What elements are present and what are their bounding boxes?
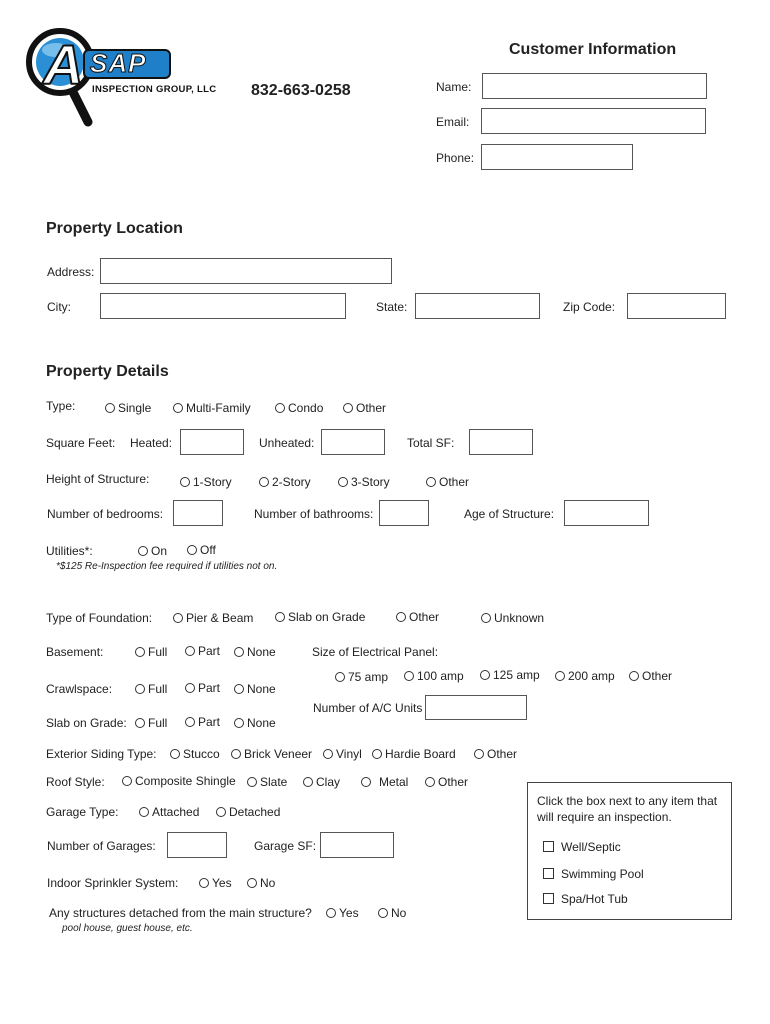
radio-icon [138, 546, 148, 556]
logo-company-name: INSPECTION GROUP, LLC [92, 84, 217, 95]
detached-note: pool house, guest house, etc. [62, 923, 193, 934]
property-location-title: Property Location [46, 220, 183, 237]
crawlspace-none-radio[interactable]: None [234, 682, 276, 696]
slab-part-radio[interactable]: Part [185, 715, 220, 729]
type-single-radio[interactable]: Single [105, 401, 151, 415]
height-1story-radio[interactable]: 1-Story [180, 475, 232, 489]
radio-icon [426, 477, 436, 487]
panel-other-radio[interactable]: Other [629, 669, 672, 683]
slab-on-grade-label: Slab on Grade: [46, 716, 127, 730]
radio-icon [234, 684, 244, 694]
radio-icon [173, 613, 183, 623]
heated-field[interactable] [180, 429, 244, 455]
radio-icon [185, 683, 195, 693]
phone-label: Phone: [436, 151, 475, 165]
radio-icon [135, 684, 145, 694]
detached-yes-radio[interactable]: Yes [326, 906, 359, 920]
unheated-field[interactable] [321, 429, 385, 455]
state-field[interactable] [415, 293, 540, 319]
radio-icon [234, 718, 244, 728]
type-label: Type: [46, 399, 76, 413]
radio-icon [372, 749, 382, 759]
radio-icon [105, 403, 115, 413]
name-field[interactable] [482, 73, 707, 99]
radio-icon [404, 671, 414, 681]
radio-icon [234, 647, 244, 657]
utilities-label: Utilities*: [46, 544, 93, 558]
garages-label: Number of Garages: [47, 839, 156, 853]
total-sf-field[interactable] [469, 429, 533, 455]
total-sf-label: Total SF: [407, 436, 455, 450]
checkbox-icon [543, 893, 554, 904]
phone-field[interactable] [481, 144, 633, 170]
siding-stucco-radio[interactable]: Stucco [170, 747, 220, 761]
heated-label: Heated: [130, 436, 173, 450]
radio-icon [180, 477, 190, 487]
radio-icon [361, 777, 371, 787]
foundation-label: Type of Foundation: [46, 611, 153, 625]
radio-icon [378, 908, 388, 918]
bedrooms-label: Number of bedrooms: [47, 507, 164, 521]
city-label: City: [47, 300, 71, 314]
radio-icon [335, 672, 345, 682]
crawlspace-full-radio[interactable]: Full [135, 682, 167, 696]
email-label: Email: [436, 115, 470, 129]
zip-field[interactable] [627, 293, 726, 319]
garages-field[interactable] [167, 832, 227, 858]
utilities-on-radio[interactable]: On [138, 544, 167, 558]
radio-icon [396, 612, 406, 622]
height-label: Height of Structure: [46, 472, 150, 486]
radio-icon [326, 908, 336, 918]
type-multifamily-radio[interactable]: Multi-Family [173, 401, 251, 415]
foundation-slab-radio[interactable]: Slab on Grade [275, 610, 365, 624]
foundation-pier-beam-radio[interactable]: Pier & Beam [173, 611, 253, 625]
additional-inspections-instruction: Click the box next to any item that will require an inspection. [537, 794, 718, 824]
roof-other-radio[interactable]: Other [425, 775, 468, 789]
slab-none-radio[interactable]: None [234, 716, 276, 730]
utilities-off-radio[interactable]: Off [187, 543, 216, 557]
radio-icon [139, 807, 149, 817]
name-label: Name: [436, 80, 472, 94]
radio-icon [216, 807, 226, 817]
radio-icon [122, 776, 132, 786]
garage-sf-label: Garage SF: [254, 839, 317, 853]
roof-slate-radio[interactable]: Slate [247, 775, 287, 789]
age-field[interactable] [564, 500, 649, 526]
radio-icon [185, 717, 195, 727]
zip-label: Zip Code: [563, 300, 616, 314]
bathrooms-label: Number of bathrooms: [254, 507, 374, 521]
sprinkler-yes-radio[interactable]: Yes [199, 876, 232, 890]
radio-icon [343, 403, 353, 413]
radio-icon [231, 749, 241, 759]
unheated-label: Unheated: [259, 436, 315, 450]
age-label: Age of Structure: [464, 507, 555, 521]
electrical-panel-label: Size of Electrical Panel: [312, 645, 439, 659]
basement-full-radio[interactable]: Full [135, 645, 167, 659]
radio-icon [481, 613, 491, 623]
ac-units-label: Number of A/C Units [313, 701, 423, 715]
crawlspace-part-radio[interactable]: Part [185, 681, 220, 695]
radio-icon [259, 477, 269, 487]
panel-100-radio[interactable]: 100 amp [404, 669, 464, 683]
logo-word: SAP [90, 48, 147, 78]
city-field[interactable] [100, 293, 346, 319]
type-condo-radio[interactable]: Condo [275, 401, 323, 415]
radio-icon [187, 545, 197, 555]
crawlspace-label: Crawlspace: [46, 682, 113, 696]
radio-icon [170, 749, 180, 759]
company-phone: 832-663-0258 [251, 82, 351, 99]
radio-icon [135, 718, 145, 728]
radio-icon [275, 403, 285, 413]
garage-sf-field[interactable] [320, 832, 394, 858]
property-details-title: Property Details [46, 363, 169, 380]
radio-icon [480, 670, 490, 680]
type-other-radio[interactable]: Other [343, 401, 386, 415]
basement-part-radio[interactable]: Part [185, 644, 220, 658]
bathrooms-field[interactable] [379, 500, 429, 526]
siding-other-radio[interactable]: Other [474, 747, 517, 761]
address-field[interactable] [100, 258, 392, 284]
foundation-other-radio[interactable]: Other [396, 610, 439, 624]
bedrooms-field[interactable] [173, 500, 223, 526]
radio-icon [199, 878, 209, 888]
customer-info-title: Customer Information [509, 41, 677, 58]
additional-inspections-panel [527, 782, 732, 920]
radio-icon [247, 878, 257, 888]
sprinkler-no-radio[interactable]: No [247, 876, 275, 890]
siding-label: Exterior Siding Type: [46, 747, 157, 761]
radio-icon [338, 477, 348, 487]
foundation-unknown-radio[interactable]: Unknown [481, 611, 544, 625]
roof-style-label: Roof Style: [46, 775, 105, 789]
radio-icon [275, 612, 285, 622]
panel-75-radio[interactable]: 75 amp [335, 670, 388, 684]
roof-clay-radio[interactable]: Clay [303, 775, 340, 789]
logo-letter-a: A [43, 33, 84, 96]
well-septic-checkbox[interactable]: Well/Septic [543, 840, 621, 854]
company-logo [26, 26, 241, 130]
siding-hardie-radio[interactable]: Hardie Board [372, 747, 456, 761]
slab-full-radio[interactable]: Full [135, 716, 167, 730]
radio-icon [185, 646, 195, 656]
ac-units-field[interactable] [425, 695, 527, 720]
garage-type-label: Garage Type: [46, 805, 119, 819]
height-other-radio[interactable]: Other [426, 475, 469, 489]
spa-hot-tub-checkbox[interactable]: Spa/Hot Tub [543, 892, 628, 906]
checkbox-icon [543, 841, 554, 852]
radio-icon [247, 777, 257, 787]
radio-icon [425, 777, 435, 787]
garage-detached-radio[interactable]: Detached [216, 805, 280, 819]
siding-vinyl-radio[interactable]: Vinyl [323, 747, 362, 761]
basement-label: Basement: [46, 645, 104, 659]
state-label: State: [376, 300, 408, 314]
utilities-note: *$125 Re-Inspection fee required if utilities not on. [56, 561, 278, 572]
checkbox-icon [543, 868, 554, 879]
detached-no-radio[interactable]: No [378, 906, 406, 920]
roof-composite-radio[interactable]: Composite Shingle [122, 774, 236, 788]
radio-icon [135, 647, 145, 657]
swimming-pool-checkbox[interactable]: Swimming Pool [543, 867, 644, 881]
radio-icon [173, 403, 183, 413]
radio-icon [555, 671, 565, 681]
height-2story-radio[interactable]: 2-Story [259, 475, 311, 489]
detached-structures-label: Any structures detached from the main structure? [49, 906, 312, 920]
garage-attached-radio[interactable]: Attached [139, 805, 199, 819]
radio-icon [323, 749, 333, 759]
height-3story-radio[interactable]: 3-Story [338, 475, 390, 489]
panel-200-radio[interactable]: 200 amp [555, 669, 615, 683]
radio-icon [629, 671, 639, 681]
panel-125-radio[interactable]: 125 amp [480, 668, 540, 682]
roof-metal-radio[interactable]: Metal [361, 775, 408, 789]
basement-none-radio[interactable]: None [234, 645, 276, 659]
sprinkler-label: Indoor Sprinkler System: [47, 876, 179, 890]
email-field[interactable] [481, 108, 706, 134]
radio-icon [474, 749, 484, 759]
address-label: Address: [47, 265, 95, 279]
radio-icon [303, 777, 313, 787]
square-feet-label: Square Feet: [46, 436, 116, 450]
siding-brick-radio[interactable]: Brick Veneer [231, 747, 312, 761]
